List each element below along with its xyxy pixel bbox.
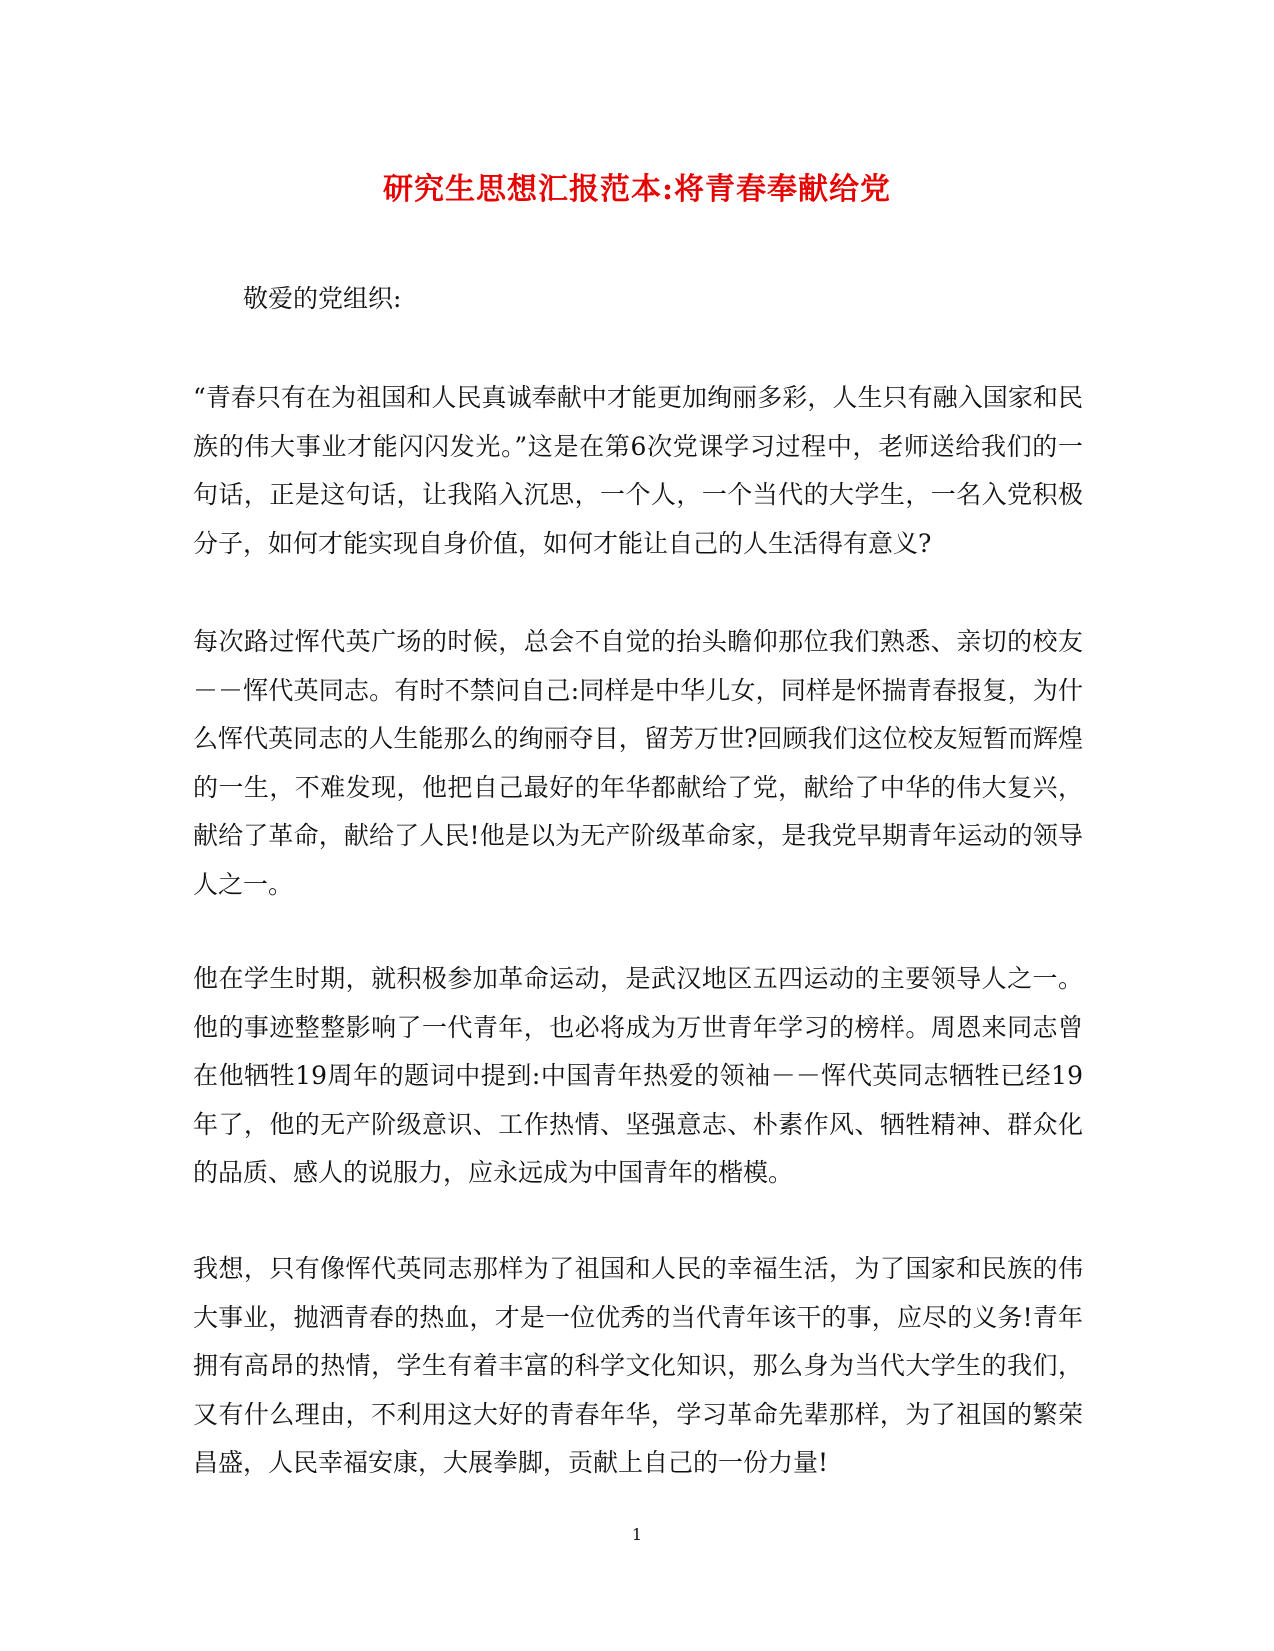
page-number: 1 [631, 1525, 643, 1544]
document-title: 研究生思想汇报范本:将青春奉献给党 [382, 172, 892, 207]
paragraph-1: “青春只有在为祖国和人民真诚奉献中才能更加绚丽多彩，人生只有融入国家和民族的伟大事业才能闪闪发光。”这是在第6次党课学习过程中，老师送给我们的一句话，正是这句话，让我陷入沉思，一个人，一个当代的大学生，一名入党积极分子，如何才能实现自身价值，如何才能让自己的人生活得有意义? [193, 383, 1083, 558]
salutation: 敬爱的党组织: [243, 284, 402, 313]
paragraph-4: 我想，只有像恽代英同志那样为了祖国和人民的幸福生活，为了国家和民族的伟大事业，抛洒青春的热血，才是一位优秀的当代青年该干的事，应尽的义务!青年拥有高昂的热情，学生有着丰富的科学文化知识，那么身为当代大学生的我们，又有什么理由，不利用这大好的青春年华，学习革命先辈那样，为了祖国的繁荣昌盛，人民幸福安康，大展拳脚，贡献上自己的一份力量! [193, 1254, 1083, 1477]
paragraph-2: 每次路过恽代英广场的时候，总会不自觉的抬头瞻仰那位我们熟悉、亲切的校友－－恽代英同志。有时不禁问自己:同样是中华儿女，同样是怀揣青春报复，为什么恽代英同志的人生能那么的绚丽夺目，留芳万世?回顾我们这位校友短暂而辉煌的一生，不难发现，他把自己最好的年华都献给了党，献给了中华的伟大复兴，献给了革命，献给了人民!他是以为无产阶级革命家，是我党早期青年运动的领导人之一。 [193, 627, 1083, 899]
paragraph-3: 他在学生时期，就积极参加革命运动，是武汉地区五四运动的主要领导人之一。他的事迹整整影响了一代青年，也必将成为万世青年学习的榜样。周恩来同志曾在他牺牲19周年的题词中提到:中国青年热爱的领袖－－恽代英同志牺牲已经19年了，他的无产阶级意识、工作热情、坚强意志、朴素作风、牺牲精神、群众化的品质、感人的说服力，应永远成为中国青年的楷模。 [193, 964, 1083, 1187]
